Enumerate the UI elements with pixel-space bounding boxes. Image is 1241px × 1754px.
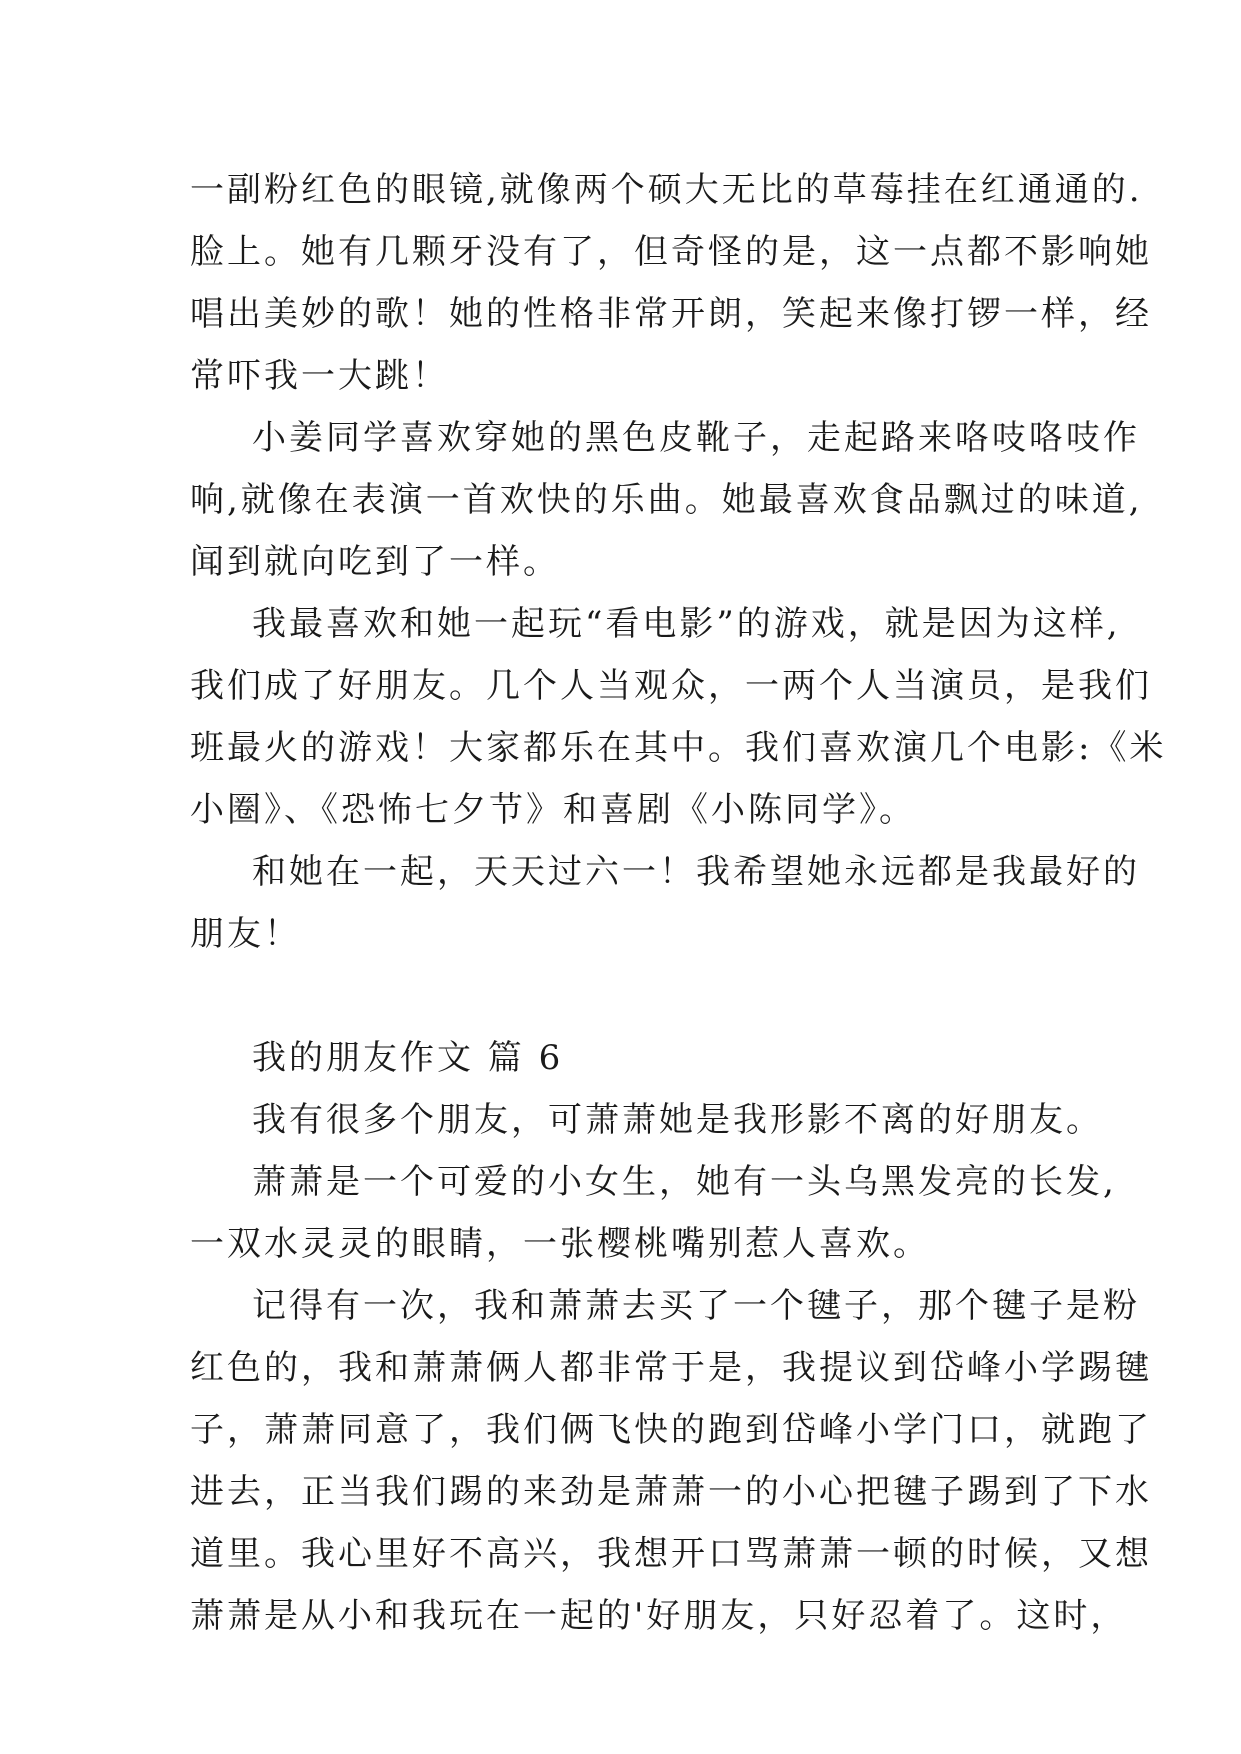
text-line: 班最火的游戏！大家都乐在其中。我们喜欢演几个电影:《米 [190,728,1167,768]
text-line: 常吓我一大跳！ [190,356,449,396]
paragraph-first-line: 我有很多个朋友，可萧萧她是我形影不离的好朋友。 [252,1100,1103,1140]
text-line: 子，萧萧同意了，我们俩飞快的跑到岱峰小学门口，就跑了 [190,1410,1152,1450]
paragraph-first-line: 萧萧是一个可爱的小女生，她有一头乌黑发亮的长发, [252,1162,1117,1202]
paragraph-first-line: 我最喜欢和她一起玩“看电影”的游戏，就是因为这样, [252,604,1121,644]
text-line: 唱出美妙的歌！她的性格非常开朗，笑起来像打锣一样，经 [190,294,1152,334]
section-heading: 我的朋友作文 篇 6 [252,1038,564,1078]
text-line: 响,就像在表演一首欢快的乐曲。她最喜欢食品飘过的味道, [190,480,1143,520]
paragraph-first-line: 和她在一起，天天过六一！我希望她永远都是我最好的 [252,852,1140,892]
text-line: 朋友！ [190,914,301,954]
paragraph-first-line: 记得有一次，我和萧萧去买了一个毽子，那个毽子是粉 [252,1286,1140,1326]
text-line: 一副粉红色的眼镜,就像两个硕大无比的草莓挂在红通通的. [190,170,1143,210]
text-line: 小圈》、《恐怖七夕节》和喜剧《小陈同学》。 [190,790,916,830]
text-line: 一双水灵灵的眼睛，一张樱桃嘴别惹人喜欢。 [190,1224,930,1264]
text-line: 红色的，我和萧萧俩人都非常于是，我提议到岱峰小学踢毽 [190,1348,1152,1388]
text-line: 进去，正当我们踢的来劲是萧萧一的小心把毽子踢到了下水 [190,1472,1152,1512]
text-line: 道里。我心里好不高兴，我想开口骂萧萧一顿的时候，又想 [190,1534,1152,1574]
text-line: 萧萧是从小和我玩在一起的'好朋友，只好忍着了。这时， [190,1596,1128,1636]
text-line: 脸上。她有几颗牙没有了，但奇怪的是，这一点都不影响她 [190,232,1152,272]
paragraph-first-line: 小姜同学喜欢穿她的黑色皮靴子，走起路来咯吱咯吱作 [252,418,1140,458]
text-line: 我们成了好朋友。几个人当观众，一两个人当演员，是我们 [190,666,1152,706]
text-line: 闻到就向吃到了一样。 [190,542,560,582]
